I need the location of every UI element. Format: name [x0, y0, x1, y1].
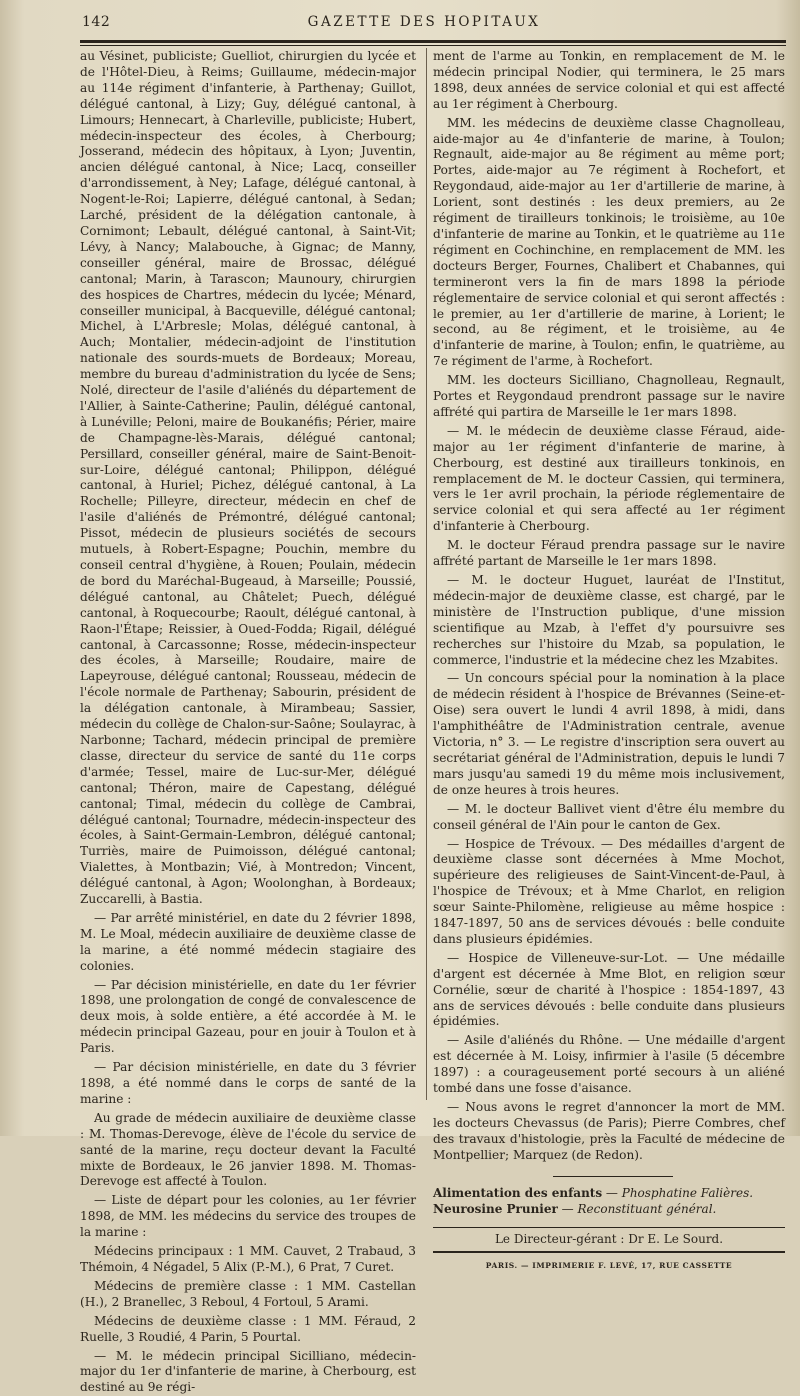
- paragraph-thomas-derevoge: Au grade de médecin auxiliaire de deuxième classe : M. Thomas-Derevoge, élève de l'école du service de santé de la marine, reçu docteur devant la Faculté mixte de Bordeaux, le 26 janvier 1898. M. Thomas-Derevoge est affecté à Toulon.: [80, 1111, 416, 1191]
- printer-rule: [433, 1251, 785, 1253]
- ad-neurosine-name: Neurosine Prunier: [433, 1202, 558, 1216]
- left-column: [80, 49, 416, 1119]
- ad-neurosine-product: Reconstituant général.: [577, 1202, 716, 1216]
- paragraph-decision-3-fevrier: — Par décision ministérielle, en date du 3 février 1898, a été nommé dans le corps de santé de la marine :: [80, 1060, 416, 1108]
- header-rule-thin: [80, 45, 786, 46]
- paragraph-hospice-trevoux: — Hospice de Trévoux. — Des médailles d'argent de deuxième classe sont décernées à Mme Mochot, supérieure des religieuses de Saint-Vincent-de-Paul, à l'hospice de Trévoux; et à Mme Charlot, en religion sœur Sainte-Philomène, religieuse au même hospice : 1847-1897, 50 ans de services dévoués : belle conduite dans plusieurs épidémies.: [433, 837, 785, 948]
- paragraph-names-list: au Vésinet, publiciste; Guelliot, chirurgien du lycée et de l'Hôtel-Dieu, à Reims; Guillaume, médecin-major au 114e régiment d'infanterie, à Parthenay; Guillot, délégué cantonal, à Lizy; Guy, délégué cantonal, à Limours; Hennecart, à Charleville, publiciste; Hubert, médecin-inspecteur des écoles, à Cherbourg; Josserand, médecin des hôpitaux, à Lyon; Juventin, ancien délégué cantonal, à Nice; Lacq, conseiller d'arrondissement, à Ney; Lafage, délégué cantonal, à Nogent-le-Roi; Lapierre, délégué cantonal, à Sedan; Larché, président de la délégation cantonale, à Cornimont; Lebault, délégué cantonal, à Saint-Vit; Lévy, à Nancy; Malabouche, à Gignac; de Manny, conseiller général, maire de Brossac, délégué cantonal; Marin, à Tarascon; Maunoury, chirurgien des hospices de Chartres, médecin du lycée; Ménard, conseiller municipal, à Bacqueville, délégué cantonal; Michel, à L'Arbresle; Molas, délégué cantonal, à Auch; Montalier, médecin-adjoint de l'institution nationale des sourds-muets de Bordeaux; Moreau, membre du bureau d'administration du lycée de Sens; Nolé, directeur de l'asile d'aliénés du département de l'Allier, à Sainte-Catherine; Paulin, délégué cantonal, à Lunéville; Peloni, maire de Boukanéfis; Périer, maire de Champagne-lès-Marais, délégué cantonal; Persillard, conseiller général, maire de Saint-Benoit-sur-Loire, délégué cantonal; Philippon, délégué cantonal, à Huriel; Pichez, délégué cantonal, à La Rochelle; Pilleyre, directeur, médecin en chef de l'asile d'aliénés de Prémontré, délégué cantonal; Pissot, médecin de plusieurs sociétés de secours mutuels, à Robert-Espagne; Pouchin, membre du conseil central d'hygiène, à Rouen; Poulain, médecin de bord du Maréchal-Bugeaud, à Marseille; Poussié, délégué cantonal, au Châtelet; Puech, délégué cantonal, à Roquecourbe; Raoult, délégué cantonal, à Raon-l'Étape; Reissier, à Oued-Fodda; Rigail, délégué cantonal, à Carcassonne; Rosse, médecin-inspecteur des écoles, à Marseille; Roudaire, maire de Lapeyrouse, délégué cantonal; Rousseau, médecin de l'école normale de Parthenay; Sabourin, président de la délégation cantonale, à Mirambeau; Sassier, médecin du collège de Chalon-sur-Saône; Soulayrac, à Narbonne; Tachard, médecin principal de première classe, directeur du service de santé du 11e corps d'armée; Tessel, maire de Luc-sur-Mer, délégué cantonal; Théron, maire de Capestang, délégué cantonal; Timal, médecin du collège de Cambrai, délégué cantonal; Tournadre, médecin-inspecteur des écoles, à Saint-Germain-Lembron, délégué cantonal; Turriès, maire de Puimoisson, délégué cantonal; Vialettes, à Montbazin; Vié, à Montredon; Vincent, délégué cantonal, à Agon; Woolonghan, à Bordeaux; Zuccarelli, à Bastia.: [80, 49, 416, 908]
- paragraph-tonkin-continued: ment de l'arme au Tonkin, en remplacement de M. le médecin principal Nodier, qui terminera, le 25 mars 1898, deux années de service colonial et qui est affecté au 1er régiment à Cherbourg.: [433, 49, 785, 113]
- ad-dash: —: [606, 1186, 622, 1200]
- printer-imprint: PARIS. — IMPRIMERIE F. LEVÉ, 17, RUE CASSETTE: [433, 1258, 785, 1274]
- paragraph-medecins-premiere-classe: Médecins de première classe : 1 MM. Castellan (H.), 2 Branellec, 3 Reboul, 4 Fortoul, 5 Arami.: [80, 1279, 416, 1311]
- column-divider: [426, 48, 427, 1100]
- paragraph-chagnolleau: MM. les médecins de deuxième classe Chagnolleau, aide-major au 4e d'infanterie de marine, à Toulon; Regnault, aide-major au 8e régiment au même port; Portes, aide-major au 7e régiment à Rochefort, et Reygondaud, aide-major au 1er d'artillerie de marine, à Lorient, sont destinés : les deux premiers, au 2e régiment de tirailleurs tonkinois; le troisième, au 10e d'infanterie de marine au Tonkin, et le quatrième au 11e régiment en Cochinchine, en remplacement de MM. les docteurs Berger, Fournes, Chalibert et Chabannes, qui termineront vers la fin de mars 1898 la période réglementaire de service colonial et qui seront affectés : le premier, au 1er d'artillerie de marine, à Lorient; le second, au 8e régiment, et le troisième, au 4e d'infanterie de marine, à Toulon; enfin, le quatrième, au 7e régiment de l'arme, à Rochefort.: [433, 116, 785, 371]
- header-rule-thick: [80, 40, 786, 43]
- ad-neurosine: [433, 1201, 785, 1217]
- right-column: [433, 49, 785, 1119]
- paragraph-huguet: — M. le docteur Huguet, lauréat de l'Institut, médecin-major de deuxième classe, est chargé, par le ministère de l'Instruction publique, d'une mission scientifique au Mzab, à l'effet d'y poursuivre ses recherches sur l'histoire du Mzab, sa population, le commerce, l'industrie et la médecine chez les Mzabites.: [433, 573, 785, 668]
- paragraph-medecins-deuxieme-classe: Médecins de deuxième classe : 1 MM. Féraud, 2 Ruelle, 3 Roudié, 4 Parin, 5 Pourtal.: [80, 1314, 416, 1346]
- ads-separator: [553, 1176, 673, 1177]
- paragraph-feraud-passage: M. le docteur Féraud prendra passage sur le navire affrété partant de Marseille le 1er mars 1898.: [433, 538, 785, 570]
- paragraph-passage-navire: MM. les docteurs Sicilliano, Chagnolleau, Regnault, Portes et Reygondaud prendront passage sur le navire affrété qui partira de Marseille le 1er mars 1898.: [433, 373, 785, 421]
- paragraph-medecins-principaux: Médecins principaux : 1 MM. Cauvet, 2 Trabaud, 3 Thémoin, 4 Négadel, 5 Alix (P.-M.), 6 Prat, 7 Curet.: [80, 1244, 416, 1276]
- paragraph-gazeau: — Par décision ministérielle, en date du 1er février 1898, une prolongation de congé de convalescence de deux mois, à solde entière, a été accordée à M. le médecin principal Gazeau, pour en jouir à Toulon et à Paris.: [80, 978, 416, 1058]
- paragraph-feraud: — M. le médecin de deuxième classe Féraud, aide-major au 1er régiment d'infanterie de marine, à Cherbourg, est destiné aux tirailleurs tonkinois, en remplacement de M. le docteur Cassien, qui terminera, vers le 1er avril prochain, la période réglementaire de service colonial et qui sera affecté au 1er régiment d'infanterie à Cherbourg.: [433, 424, 785, 535]
- ad-alimentation: [433, 1185, 785, 1201]
- advertisements: [433, 1185, 785, 1217]
- running-title: GAZETTE DES HOPITAUX: [60, 14, 788, 30]
- editor-credit: Le Directeur-gérant : Dr E. Le Sourd.: [433, 1231, 785, 1247]
- page-number: 142: [82, 14, 110, 30]
- paragraph-hospice-villeneuve: — Hospice de Villeneuve-sur-Lot. — Une médaille d'argent est décernée à Mme Blot, en religion sœur Cornélie, sœur de charité à l'hospice : 1854-1897, 43 ans de services dévoués : belle conduite dans plusieurs épidémies.: [433, 951, 785, 1031]
- paragraph-concours-brevannes: — Un concours spécial pour la nomination à la place de médecin résident à l'hospice de Brévannes (Seine-et-Oise) sera ouvert le lundi 4 avril 1898, à midi, dans l'amphithéâtre de l'Administration centrale, avenue Victoria, n° 3. — Le registre d'inscription sera ouvert au secrétariat général de l'Administration, depuis le lundi 7 mars jusqu'au samedi 19 du même mois inclusivement, de onze heures à trois heures.: [433, 671, 785, 798]
- paragraph-ballivet: — M. le docteur Ballivet vient d'être élu membre du conseil général de l'Ain pour le canton de Gex.: [433, 802, 785, 834]
- paragraph-le-moal: — Par arrêté ministériel, en date du 2 février 1898, M. Le Moal, médecin auxiliaire de deuxième classe de la marine, a été nommé médecin stagiaire des colonies.: [80, 911, 416, 975]
- page-header: [60, 0, 788, 40]
- paragraph-asile-rhone: — Asile d'aliénés du Rhône. — Une médaille d'argent est décernée à M. Loisy, infirmier à l'asile (5 décembre 1897) : a courageusement porté secours à un aliéné tombé dans une fosse d'aisance.: [433, 1033, 785, 1097]
- editor-rule: [433, 1227, 785, 1228]
- paragraph-necrologie: — Nous avons le regret d'annoncer la mort de MM. les docteurs Chevassus (de Paris); Pierre Combres, chef des travaux d'histologie, près la Faculté de médecine de Montpellier; Marquez (de Redon).: [433, 1100, 785, 1164]
- ad-alimentation-name: Alimentation des enfants: [433, 1186, 602, 1200]
- paragraph-sicilliano: — M. le médecin principal Sicilliano, médecin-major du 1er d'infanterie de marine, à Cherbourg, est destiné au 9e régi-: [80, 1349, 416, 1396]
- ad-alimentation-product: Phosphatine Falières.: [622, 1186, 753, 1200]
- paragraph-liste-depart: — Liste de départ pour les colonies, au 1er février 1898, de MM. les médecins du service des troupes de la marine :: [80, 1193, 416, 1241]
- ad-dash: —: [562, 1202, 578, 1216]
